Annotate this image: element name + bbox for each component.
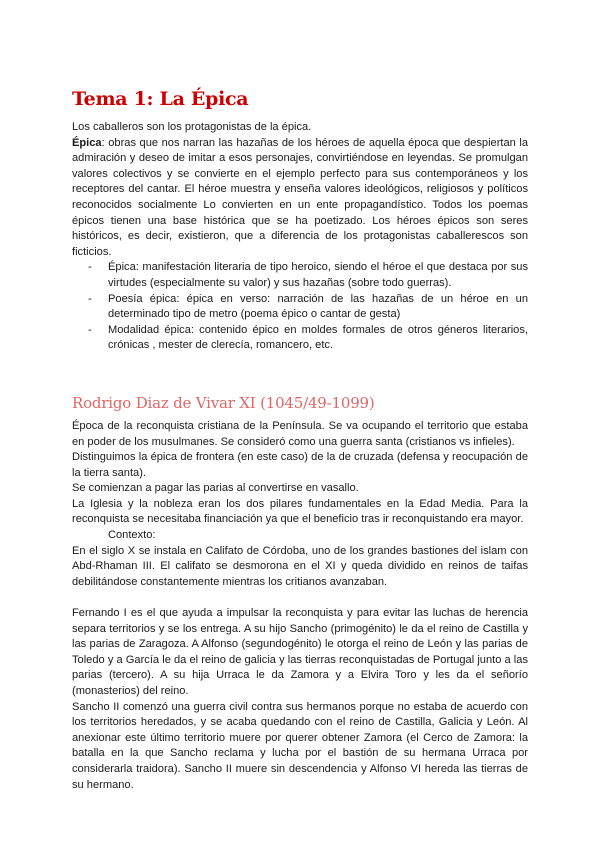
definition-text: : obras que nos narran las hazañas de los héroes de aquella época que despiertan la admiración y deseo de imitar a esos personajes, convirtiéndose en leyendas. Se promulgan valores colectivos y se convierte en el ejemplo perfecto para sus contemporáneos y los receptores del cantar. El héroe muestra y enseña valores ideológicos, religiosos y políticos reconocidos socialmente Lo convierten en un ente propagandístico. Todos los poemas épicos tienen una base histórica que se ha poetizado. Los héroes épicos son seres históricos, es decir, existieron, que a diferencia de los protagonistas caballerescos son ficticios. xyxy=(72,136,528,258)
paragraph: Se comienzan a pagar las parias al convertirse en vasallo. xyxy=(72,482,359,495)
list-item: - Modalidad épica: contenido épico en moldes formales de otros géneros literarios, crónicas , mester de clerecía, romancero, etc. xyxy=(72,323,528,354)
definition-paragraph xyxy=(72,136,528,261)
document-page xyxy=(72,86,528,793)
paragraph: La Iglesia y la nobleza eran los dos pilares fundamentales en la Edad Media. Para la reconquista se necesitaba financiación ya que el beneficio tras ir reconquistando era mayor. xyxy=(72,497,528,526)
list-item: - Poesía épica: épica en verso: narración de las hazañas de un héroe en un determinado tipo de metro (poema épico o cantar de gesta) xyxy=(72,292,528,323)
context-paragraph: En el siglo X se instala en Califato de Córdoba, uno de los grandes bastiones del islam con Abd-Rhaman III. El califato se desmorona en el XI y queda dividido en reinos de taifas debilitándose constantemente mientras los critianos avanzaban. xyxy=(72,544,528,588)
intro-paragraph: Los caballeros son los protagonistas de la épica. xyxy=(72,121,312,133)
definition-term: Épica xyxy=(72,136,102,149)
subsection-title: Rodrigo Diaz de Vivar XI (1045/49-1099) xyxy=(72,393,375,412)
section-title: Tema 1: La Épica xyxy=(72,88,249,110)
bullet-list xyxy=(72,260,528,354)
paragraph: Época de la reconquista cristiana de la Península. Se va ocupando el territorio que estaba en poder de los musulmanes. Se consideró como una guerra santa (cristianos vs infieles). xyxy=(72,419,528,448)
fernando-paragraph: Fernando I es el que ayuda a impulsar la reconquista y para evitar las luchas de herencia separa territorios y se los entrega. A su hijo Sancho (primogénito) le da el reino de Castilla y las parias de Zaragoza. A Alfonso (segundogénito) le otorga el reino de León y las parias de Toledo y a García le da el reino de galicia y las tierras reconquistadas de Portugal junto a las parias (tercero). A su hija Urraca le da Zamora y a Elvira Toro y les da el señorío (monasterios) del reino. xyxy=(72,607,528,697)
sancho-paragraph: Sancho II comenzó una guerra civil contra sus hermanos porque no estaba de acuerdo con los territorios heredados, y se acaba quedando con el reino de Castilla, Galicia y León. Al anexionar este último territorio muere por querer obtener Zamora (el Cerco de Zamora: la batalla en la que Sancho reclama y lucha por el bastión de su hermana Urraca por considerarla traidora). Sancho II muere sin descendencia y Alfonso VI hereda las tierras de su hermano. xyxy=(72,700,528,791)
list-item: - Épica: manifestación literaria de tipo heroico, siendo el héroe el que destaca por sus virtudes (especialmente su valor) y sus hazañas (sobre todo guerras). xyxy=(72,260,528,291)
context-label: Contexto: xyxy=(108,529,156,542)
paragraph: Distinguimos la épica de frontera (en este caso) de la de cruzada (defensa y reocupación de la tierra santa). xyxy=(72,451,528,479)
